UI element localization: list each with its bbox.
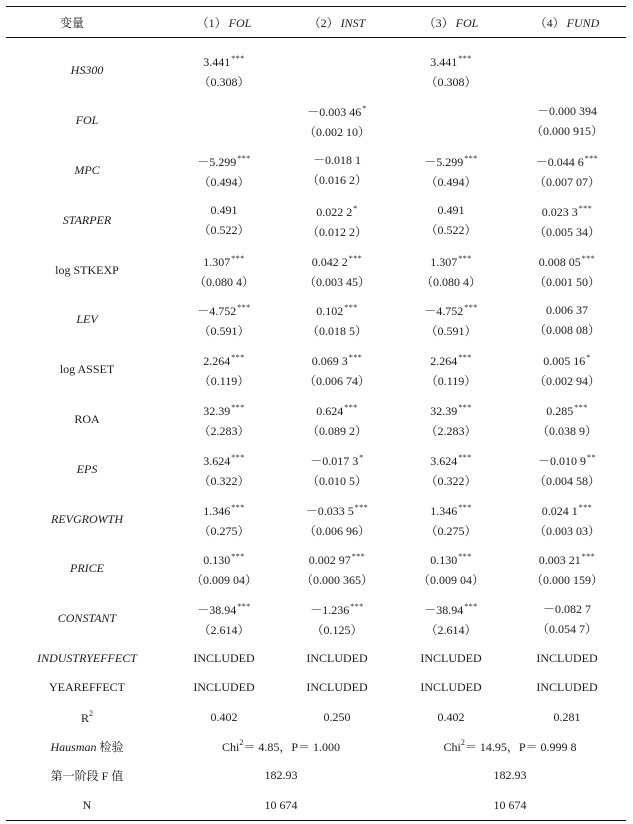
standard-error: （0.308） — [425, 75, 477, 90]
coefficient-value: 0.130 — [430, 553, 458, 568]
estimate-cell — [168, 444, 280, 494]
standard-error: （0.006 74） — [303, 374, 370, 389]
coefficient-value: 2.264 — [430, 354, 458, 369]
estimate-cell — [168, 38, 280, 96]
chi-label: Chi — [221, 739, 240, 754]
variable-name: EPS — [76, 461, 98, 476]
standard-error: （0.009 04） — [417, 573, 484, 588]
estimate-cell — [394, 146, 508, 196]
coefficient-value: －0.010 9 — [537, 453, 586, 468]
coefficient — [304, 348, 370, 371]
standard-error: （0.591） — [425, 324, 477, 339]
chi-label: Chi — [443, 739, 461, 754]
coefficient-value: 0.003 21 — [538, 553, 581, 568]
coefficient — [534, 149, 600, 172]
standard-error: （0.119） — [425, 374, 477, 389]
estimate-cell — [280, 146, 394, 196]
standard-error: （0.016 2） — [306, 173, 367, 188]
standard-error: （0.004 58） — [533, 473, 600, 488]
coefficient — [537, 398, 597, 421]
coefficient — [424, 298, 478, 321]
table-row — [6, 444, 626, 494]
significance-stars: *** — [231, 502, 245, 512]
coefficient-value: －1.236 — [310, 603, 350, 618]
standard-error: （0.080 4） — [420, 274, 481, 289]
significance-stars: *** — [584, 153, 599, 163]
coefficient-value: 3.441 — [430, 55, 458, 70]
coefficient-value: －0.003 46 — [307, 105, 362, 120]
year-value: INCLUDED — [420, 680, 482, 695]
estimate-cell — [394, 444, 508, 494]
significance-stars: *** — [458, 54, 472, 64]
coefficient — [194, 249, 254, 272]
label-n: N — [6, 791, 168, 821]
standard-error: （0.522） — [198, 223, 250, 238]
coefficient — [531, 101, 603, 121]
coefficient-value: 32.39 — [430, 403, 458, 418]
coefficient-value: 3.624 — [203, 453, 231, 468]
estimate-cell — [168, 195, 280, 245]
estimate-cell — [508, 544, 626, 594]
n-right: 10 674 — [394, 791, 626, 821]
industry-value: INCLUDED — [536, 650, 598, 665]
variable-name: PRICE — [70, 561, 104, 576]
row-year-effect — [6, 673, 626, 702]
estimate-cell — [394, 96, 508, 146]
coefficient-value: －38.94 — [424, 603, 464, 618]
standard-error: （0.494） — [198, 174, 250, 189]
estimate-cell — [168, 395, 280, 445]
estimate-cell — [280, 444, 394, 494]
coefficient-value: 0.285 — [546, 403, 574, 418]
coefficient-value: 1.346 — [430, 503, 458, 518]
table-row — [6, 494, 626, 544]
table-row — [6, 38, 626, 96]
estimate-cell — [508, 146, 626, 196]
row-n — [6, 791, 626, 821]
standard-error: （0.080 4） — [193, 274, 254, 289]
coefficient-value: －0.000 394 — [536, 103, 597, 118]
coefficient-value: 3.624 — [430, 453, 458, 468]
coefficient-value: 2.264 — [203, 354, 231, 369]
significance-stars: *** — [231, 253, 245, 263]
coefficient-value: 0.042 2 — [311, 254, 348, 269]
row-hausman — [6, 732, 626, 761]
coefficient-value: 0.130 — [203, 553, 231, 568]
coefficient — [418, 547, 484, 570]
estimate-cell — [168, 494, 280, 544]
standard-error: （0.308） — [198, 75, 250, 90]
significance-stars: *** — [237, 153, 251, 163]
row-industry-effect — [6, 644, 626, 673]
estimate-cell — [168, 295, 280, 345]
label-hausman — [6, 732, 168, 761]
coefficient-value: 0.022 2 — [316, 204, 353, 219]
significance-stars: *** — [464, 303, 478, 313]
coefficient — [425, 49, 476, 72]
hausman-right-value — [394, 732, 626, 761]
variable-name: log ASSET — [59, 362, 115, 377]
header-col-2-num: （2） — [308, 15, 339, 30]
coefficient — [307, 298, 367, 321]
table-body — [6, 38, 626, 821]
label-industry-effect: INDUSTRYEFFECT — [37, 650, 137, 665]
coefficient — [198, 49, 249, 72]
standard-error: （0.000 365） — [300, 573, 373, 588]
industry-value: INCLUDED — [193, 650, 255, 665]
hausman-test-label: 检验 — [96, 739, 124, 754]
estimate-cell — [280, 345, 394, 395]
coefficient — [534, 249, 600, 272]
significance-stars: *** — [458, 253, 472, 263]
estimate-cell — [394, 38, 508, 96]
estimate-cell — [280, 544, 394, 594]
hausman-left-value — [168, 732, 394, 761]
variable-name: HS300 — [70, 63, 104, 78]
row-r-squared — [6, 702, 626, 731]
estimate-cell — [394, 245, 508, 295]
standard-error: （0.000 915） — [530, 123, 603, 138]
significance-stars: ** — [587, 452, 596, 462]
significance-stars: *** — [458, 452, 472, 462]
estimate-cell — [394, 594, 508, 644]
header-col-1-num: （1） — [196, 15, 227, 30]
hausman-left-stat: ＝ 4.85，P＝ 1.000 — [243, 739, 341, 754]
coefficient-value: 1.346 — [203, 503, 231, 518]
coefficient-value: －38.94 — [197, 603, 237, 618]
year-value: INCLUDED — [193, 680, 255, 695]
estimate-cell — [168, 594, 280, 644]
standard-error: （0.275） — [425, 523, 477, 538]
significance-stars: *** — [231, 402, 245, 412]
estimate-cell — [280, 195, 394, 245]
regression-table — [6, 6, 626, 821]
r-squared-value: 0.281 — [553, 709, 581, 724]
significance-stars: *** — [344, 303, 358, 313]
label-first-stage-f: 第一阶段 F 值 — [50, 769, 124, 784]
estimate-cell — [280, 494, 394, 544]
table-row — [6, 594, 626, 644]
table-row — [6, 96, 626, 146]
standard-error: （0.001 50） — [533, 274, 600, 289]
significance-stars: * — [586, 353, 591, 363]
standard-error: （2.283） — [425, 423, 477, 438]
significance-stars: *** — [458, 402, 472, 412]
significance-stars: *** — [578, 502, 593, 512]
coefficient-value: 0.023 3 — [541, 204, 578, 219]
coefficient-value: 1.307 — [430, 254, 458, 269]
coefficient-value: 0.005 16 — [543, 354, 586, 369]
significance-stars: *** — [458, 552, 472, 562]
header-col-2 — [280, 7, 394, 38]
coefficient — [531, 547, 603, 570]
standard-error: （2.614） — [425, 623, 477, 638]
coefficient — [307, 150, 367, 170]
estimate-cell — [508, 195, 626, 245]
year-value: INCLUDED — [306, 680, 368, 695]
coefficient — [426, 348, 477, 371]
estimate-cell — [508, 245, 626, 295]
table-row — [6, 245, 626, 295]
coefficient-value: 0.024 1 — [541, 503, 578, 518]
estimate-cell — [508, 295, 626, 345]
coefficient — [310, 597, 364, 620]
table-row — [6, 544, 626, 594]
coefficient-value: 1.307 — [203, 254, 231, 269]
estimate-cell — [280, 38, 394, 96]
significance-stars: *** — [464, 153, 478, 163]
coefficient — [425, 498, 476, 521]
chi-exponent: 2 — [239, 737, 244, 747]
standard-error: （0.089 2） — [306, 423, 367, 438]
coefficient — [198, 200, 249, 220]
significance-stars: *** — [351, 552, 366, 562]
coefficient-value: －0.018 1 — [312, 153, 361, 168]
estimate-cell — [508, 38, 626, 96]
estimate-cell — [394, 544, 508, 594]
standard-error: （0.010 5） — [306, 473, 367, 488]
estimate-cell — [280, 594, 394, 644]
coefficient-value: 0.102 — [316, 304, 344, 319]
estimate-cell — [508, 444, 626, 494]
standard-error: （0.002 10） — [303, 125, 370, 140]
coefficient-value: 0.069 3 — [311, 354, 348, 369]
r-squared-exponent: 2 — [89, 708, 93, 718]
standard-error: （0.007 07） — [533, 174, 600, 189]
coefficient-value: －5.299 — [197, 154, 237, 169]
standard-error: （0.119） — [198, 374, 250, 389]
coefficient-value: －0.044 6 — [535, 154, 584, 169]
header-col-3 — [394, 7, 508, 38]
year-value: INCLUDED — [536, 680, 598, 695]
coefficient-value: －0.017 3 — [310, 453, 359, 468]
coefficient — [534, 348, 600, 371]
coefficient-value: 0.491 — [437, 203, 465, 218]
coefficient — [534, 199, 600, 222]
standard-error: （0.012 2） — [306, 224, 367, 239]
standard-error: （0.009 04） — [190, 573, 257, 588]
significance-stars: *** — [581, 253, 596, 263]
table-row — [6, 295, 626, 345]
standard-error: （0.005 34） — [533, 224, 600, 239]
estimate-cell — [508, 395, 626, 445]
industry-value: INCLUDED — [306, 650, 368, 665]
table-row — [6, 395, 626, 445]
estimate-cell — [508, 594, 626, 644]
first-stage-f-left: 182.93 — [264, 768, 298, 783]
coefficient — [304, 498, 370, 521]
r-squared-value: 0.402 — [210, 709, 238, 724]
estimate-cell — [394, 345, 508, 395]
estimate-cell — [168, 96, 280, 146]
significance-stars: *** — [458, 502, 472, 512]
coefficient — [199, 348, 250, 371]
coefficient-value: 32.39 — [203, 403, 231, 418]
header-col-2-name: INST — [340, 15, 366, 30]
estimate-cell — [280, 245, 394, 295]
standard-error: （0.522） — [425, 223, 477, 238]
coefficient — [534, 448, 600, 471]
coefficient — [304, 249, 370, 272]
row-first-stage-f — [6, 761, 626, 790]
estimate-cell — [394, 195, 508, 245]
coefficient — [307, 199, 367, 222]
standard-error: （0.000 159） — [530, 573, 603, 588]
coefficient — [425, 200, 476, 220]
variable-name: log STKEXP — [55, 262, 119, 277]
standard-error: （0.018 5） — [306, 324, 367, 339]
standard-error: （0.038 9） — [536, 423, 597, 438]
standard-error: （0.008 08） — [533, 322, 600, 337]
estimate-cell — [508, 345, 626, 395]
coefficient-value: 0.002 97 — [308, 553, 351, 568]
coefficient-value: －0.082 7 — [542, 601, 591, 616]
coefficient-value: 3.441 — [203, 55, 231, 70]
estimate-cell — [168, 146, 280, 196]
estimate-cell — [508, 494, 626, 544]
standard-error: （0.003 45） — [303, 274, 370, 289]
standard-error: （0.322） — [198, 473, 250, 488]
variable-name: LEV — [76, 312, 98, 327]
coefficient — [197, 298, 251, 321]
standard-error: （0.125） — [311, 623, 363, 638]
significance-stars: *** — [231, 552, 245, 562]
r-squared-base: R — [80, 710, 89, 725]
standard-error: （0.054 7） — [536, 621, 597, 636]
coefficient-value: －4.752 — [424, 304, 464, 319]
variable-name: ROA — [74, 411, 100, 426]
significance-stars: *** — [458, 353, 472, 363]
standard-error: （0.003 03） — [533, 523, 600, 538]
coefficient — [307, 398, 367, 421]
significance-stars: *** — [237, 602, 251, 612]
coefficient-value: 0.006 37 — [545, 302, 588, 317]
standard-error: （0.002 94） — [533, 374, 600, 389]
header-col-3-name: FOL — [455, 15, 479, 30]
standard-error: （2.283） — [198, 423, 250, 438]
significance-stars: * — [359, 452, 364, 462]
coefficient — [198, 448, 249, 471]
header-col-4 — [508, 7, 626, 38]
coefficient — [191, 547, 257, 570]
significance-stars: *** — [231, 353, 245, 363]
significance-stars: *** — [354, 502, 369, 512]
standard-error: （2.614） — [198, 623, 250, 638]
coefficient — [197, 597, 251, 620]
standard-error: （0.006 96） — [303, 523, 370, 538]
estimate-cell — [280, 395, 394, 445]
hausman-right-stat: ＝ 14.95，P＝ 0.999 8 — [464, 739, 577, 754]
estimate-cell — [394, 295, 508, 345]
coefficient-value: 0.491 — [210, 203, 238, 218]
variable-name: REVGROWTH — [51, 511, 123, 526]
standard-error: （0.322） — [425, 473, 477, 488]
coefficient — [424, 597, 478, 620]
variable-name: STARPER — [62, 212, 112, 227]
coefficient — [537, 599, 597, 619]
estimate-cell — [168, 544, 280, 594]
coefficient — [425, 448, 476, 471]
label-r-squared — [6, 702, 168, 731]
significance-stars: *** — [578, 203, 593, 213]
table-row — [6, 345, 626, 395]
significance-stars: *** — [348, 353, 363, 363]
coefficient-value: －5.299 — [424, 154, 464, 169]
header-col-1 — [168, 7, 280, 38]
header-col-4-name: FUND — [566, 15, 600, 30]
significance-stars: *** — [231, 452, 245, 462]
variable-name: FOL — [75, 113, 99, 128]
significance-stars: * — [353, 203, 358, 213]
coefficient — [534, 300, 600, 320]
industry-value: INCLUDED — [420, 650, 482, 665]
label-year-effect: YEAREFFECT — [48, 680, 125, 695]
coefficient — [197, 149, 251, 172]
header-col-1-name: FOL — [228, 15, 252, 30]
standard-error: （0.494） — [425, 174, 477, 189]
estimate-cell — [394, 494, 508, 544]
estimate-cell — [168, 245, 280, 295]
table-row — [6, 146, 626, 196]
estimate-cell — [280, 96, 394, 146]
coefficient — [304, 99, 370, 122]
standard-error: （0.275） — [198, 523, 250, 538]
significance-stars: *** — [231, 54, 245, 64]
estimate-cell — [280, 295, 394, 345]
standard-error: （0.591） — [198, 324, 250, 339]
significance-stars: * — [362, 104, 367, 114]
coefficient — [307, 448, 367, 471]
estimate-cell — [168, 345, 280, 395]
coefficient-value: 0.624 — [316, 403, 344, 418]
coefficient — [198, 498, 249, 521]
estimate-cell — [508, 96, 626, 146]
variable-name: MPC — [74, 162, 100, 177]
coefficient — [425, 398, 476, 421]
variable-name: CONSTANT — [57, 611, 117, 626]
estimate-cell — [394, 395, 508, 445]
significance-stars: *** — [581, 552, 596, 562]
significance-stars: *** — [237, 303, 251, 313]
significance-stars: *** — [344, 402, 358, 412]
significance-stars: *** — [574, 402, 588, 412]
header-col-3-num: （3） — [423, 15, 454, 30]
first-stage-f-right: 182.93 — [493, 768, 527, 783]
significance-stars: *** — [464, 602, 478, 612]
significance-stars: *** — [350, 602, 364, 612]
n-left: 10 674 — [168, 791, 394, 821]
header-variable: 变量 — [6, 7, 168, 38]
chi-exponent: 2 — [460, 737, 465, 747]
coefficient-value: 0.008 05 — [538, 254, 581, 269]
header-col-4-num: （4） — [534, 15, 565, 30]
table-row — [6, 195, 626, 245]
significance-stars: *** — [348, 253, 363, 263]
coefficient — [534, 498, 600, 521]
r-squared-value: 0.250 — [323, 709, 351, 724]
coefficient — [424, 149, 478, 172]
coefficient — [198, 398, 249, 421]
header-row — [6, 7, 626, 38]
coefficient-value: －4.752 — [197, 304, 237, 319]
r-squared-value: 0.402 — [437, 709, 465, 724]
hausman-name: Hausman — [50, 739, 97, 754]
coefficient — [301, 547, 373, 570]
coefficient — [421, 249, 481, 272]
coefficient-value: －0.033 5 — [305, 503, 354, 518]
